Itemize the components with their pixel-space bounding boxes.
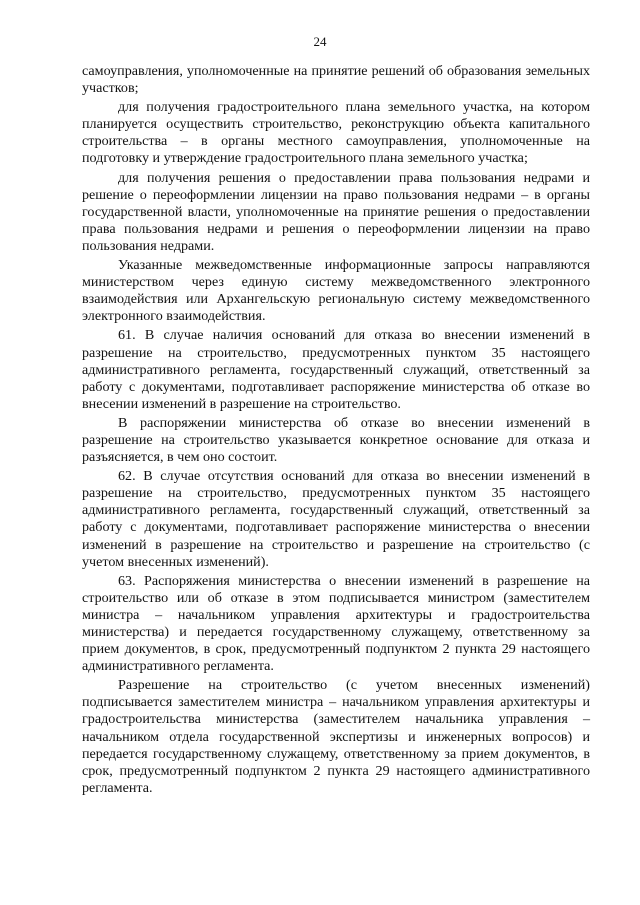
paragraph-62: 62. В случае отсутствия оснований для отказа во внесении изменений в разрешение на строительство, предусмотренных пунктом 35 настоящего административного регламента, государственный служащий, ответственный за работу с документами, подготавливает распоряжение министерства о внесении изменений в разрешение на строительство и разрешение на строительство (с учетом внесенных изменений). [82,468,590,570]
paragraph-61: 61. В случае наличия оснований для отказа во внесении изменений в разрешение на строительство, предусмотренных пунктом 35 настоящего административного регламента, государственный служащий, ответственный за работу с документами, подготавливает распоряжение министерства об отказе во внесении изменений в разрешение на строительство. [82,327,590,412]
paragraph-continuation: самоуправления, уполномоченные на принятие решений об образования земельных участков; [82,63,590,97]
paragraph-requests: Указанные межведомственные информационные запросы направляются министерством через единую систему межведомственного электронного взаимодействия или Архангельскую региональную систему межведомственного электронного взаимодействия. [82,257,590,325]
paragraph-63: 63. Распоряжения министерства о внесении изменений в разрешение на строительство или об отказе в этом подписывается министром (заместителем министра – начальником управления архитектуры и градостроительства министерства) и передается государственному служащему, ответственному за прием документов, в срок, предусмотренный подпунктом 2 пункта 29 настоящего административного регламента. [82,572,590,675]
paragraph-nedra: для получения решения о предоставлении права пользования недрами и решение о переоформлении лицензии на право пользования недрами – в органы государственной власти, уполномоченные на принятие решения о предоставлении права пользования недрами и решения о переоформлении лицензии на право пользования недрами. [82,169,590,254]
page-number: 24 [313,34,327,49]
paragraph-refusal-reason: В распоряжении министерства об отказе во внесении изменений в разрешение на строительство указывается конкретное основание для отказа и разъясняется, в чем оно состоит. [82,414,590,466]
document-body [82,63,590,799]
paragraph-gradplan: для получения градостроительного плана земельного участка, на котором планируется осуществить строительство, реконструкцию объекта капитального строительства – в органы местного самоуправления, уполномоченные на подготовку и утверждение градостроительного плана земельного участка; [82,99,590,167]
paragraph-permit-signing: Разрешение на строительство (с учетом внесенных изменений) подписывается заместителем министра – начальником управления архитектуры и градостроительства министерства (заместителем начальника управления – начальником отдела государственной экспертизы и инженерных вопросов) и передается государственному служащему, ответственному за прием документов, в срок, предусмотренный подпунктом 2 пункта 29 настоящего административного регламента. [82,677,590,796]
